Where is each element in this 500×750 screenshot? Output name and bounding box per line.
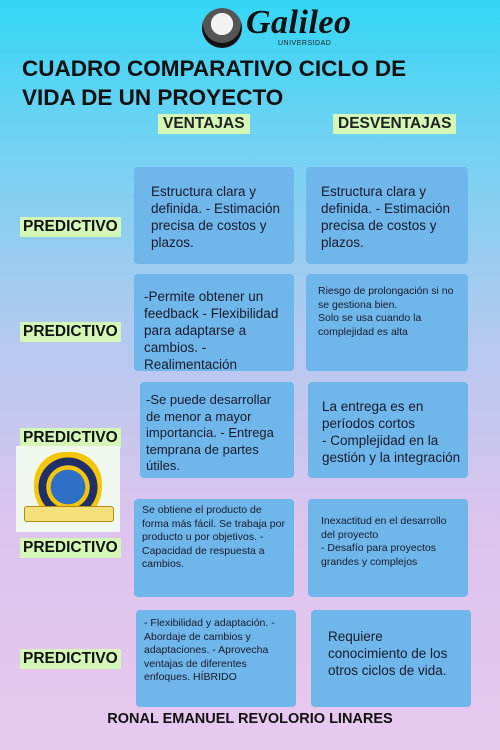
card-desventaja-3-text: La entrega es en períodos cortos - Complejidad en la gestión y la integración bbox=[322, 399, 461, 465]
card-desventaja-1 bbox=[306, 167, 468, 264]
row-label-3: PREDICTIVO bbox=[20, 428, 121, 448]
card-ventaja-3-text: -Se puede desarrollar de menor a mayor importancia. - Entrega temprana de partes útiles. bbox=[146, 392, 274, 473]
galileo-portrait-icon bbox=[202, 8, 242, 48]
card-desventaja-2 bbox=[306, 274, 468, 371]
ribbon-icon bbox=[24, 506, 114, 522]
card-ventaja-3 bbox=[140, 382, 294, 478]
card-ventaja-5-text: - Flexibilidad y adaptación. - Abordaje de cambios y adaptaciones. - Aprovecha ventajas de diferentes enfoques. HÍBRIDO bbox=[144, 617, 275, 683]
card-desventaja-4 bbox=[308, 499, 468, 597]
row-label-5: PREDICTIVO bbox=[20, 649, 121, 669]
column-header-desventajas: DESVENTAJAS bbox=[333, 114, 456, 134]
row-label-2: PREDICTIVO bbox=[20, 322, 121, 342]
row-label-4: PREDICTIVO bbox=[20, 538, 121, 558]
card-desventaja-3 bbox=[308, 382, 468, 478]
card-desventaja-1-text: Estructura clara y definida. - Estimación precisa de costos y plazos. bbox=[321, 184, 451, 250]
card-ventaja-5 bbox=[136, 610, 296, 707]
police-badge-image bbox=[16, 446, 120, 532]
card-desventaja-4-text: Inexactitud en el desarrollo del proyecto - Desafío para proyectos grandes y complejos bbox=[321, 515, 447, 568]
column-header-ventajas: VENTAJAS bbox=[158, 114, 250, 134]
logo-name: Galileo bbox=[246, 4, 352, 41]
card-ventaja-2 bbox=[134, 274, 294, 371]
card-ventaja-2-text: -Permite obtener un feedback - Flexibilidad para adaptarse a cambios. - Realimentación bbox=[144, 289, 279, 372]
row-label-1: PREDICTIVO bbox=[20, 217, 121, 237]
card-ventaja-4-text: Se obtiene el producto de forma más fácil. Se trabaja por producto u por objetivos. - Capacidad de respuesta a cambios. bbox=[142, 504, 285, 570]
card-desventaja-2-text: Riesgo de prolongación si no se gestiona bien. Solo se usa cuando la complejidad es alta bbox=[318, 285, 454, 338]
card-ventaja-1-text: Estructura clara y definida. - Estimación precisa de costos y plazos. bbox=[151, 184, 281, 250]
logo-subtitle: UNIVERSIDAD bbox=[278, 40, 332, 47]
page-title: CUADRO COMPARATIVO CICLO DE VIDA DE UN PROYECTO bbox=[22, 56, 407, 110]
card-desventaja-5 bbox=[311, 610, 471, 707]
card-ventaja-4 bbox=[134, 499, 294, 597]
card-desventaja-5-text: Requiere conocimiento de los otros ciclos de vida. bbox=[328, 629, 448, 678]
galileo-logo bbox=[200, 4, 352, 52]
author-name: RONAL EMANUEL REVOLORIO LINARES bbox=[107, 711, 393, 727]
card-ventaja-1 bbox=[134, 167, 294, 264]
